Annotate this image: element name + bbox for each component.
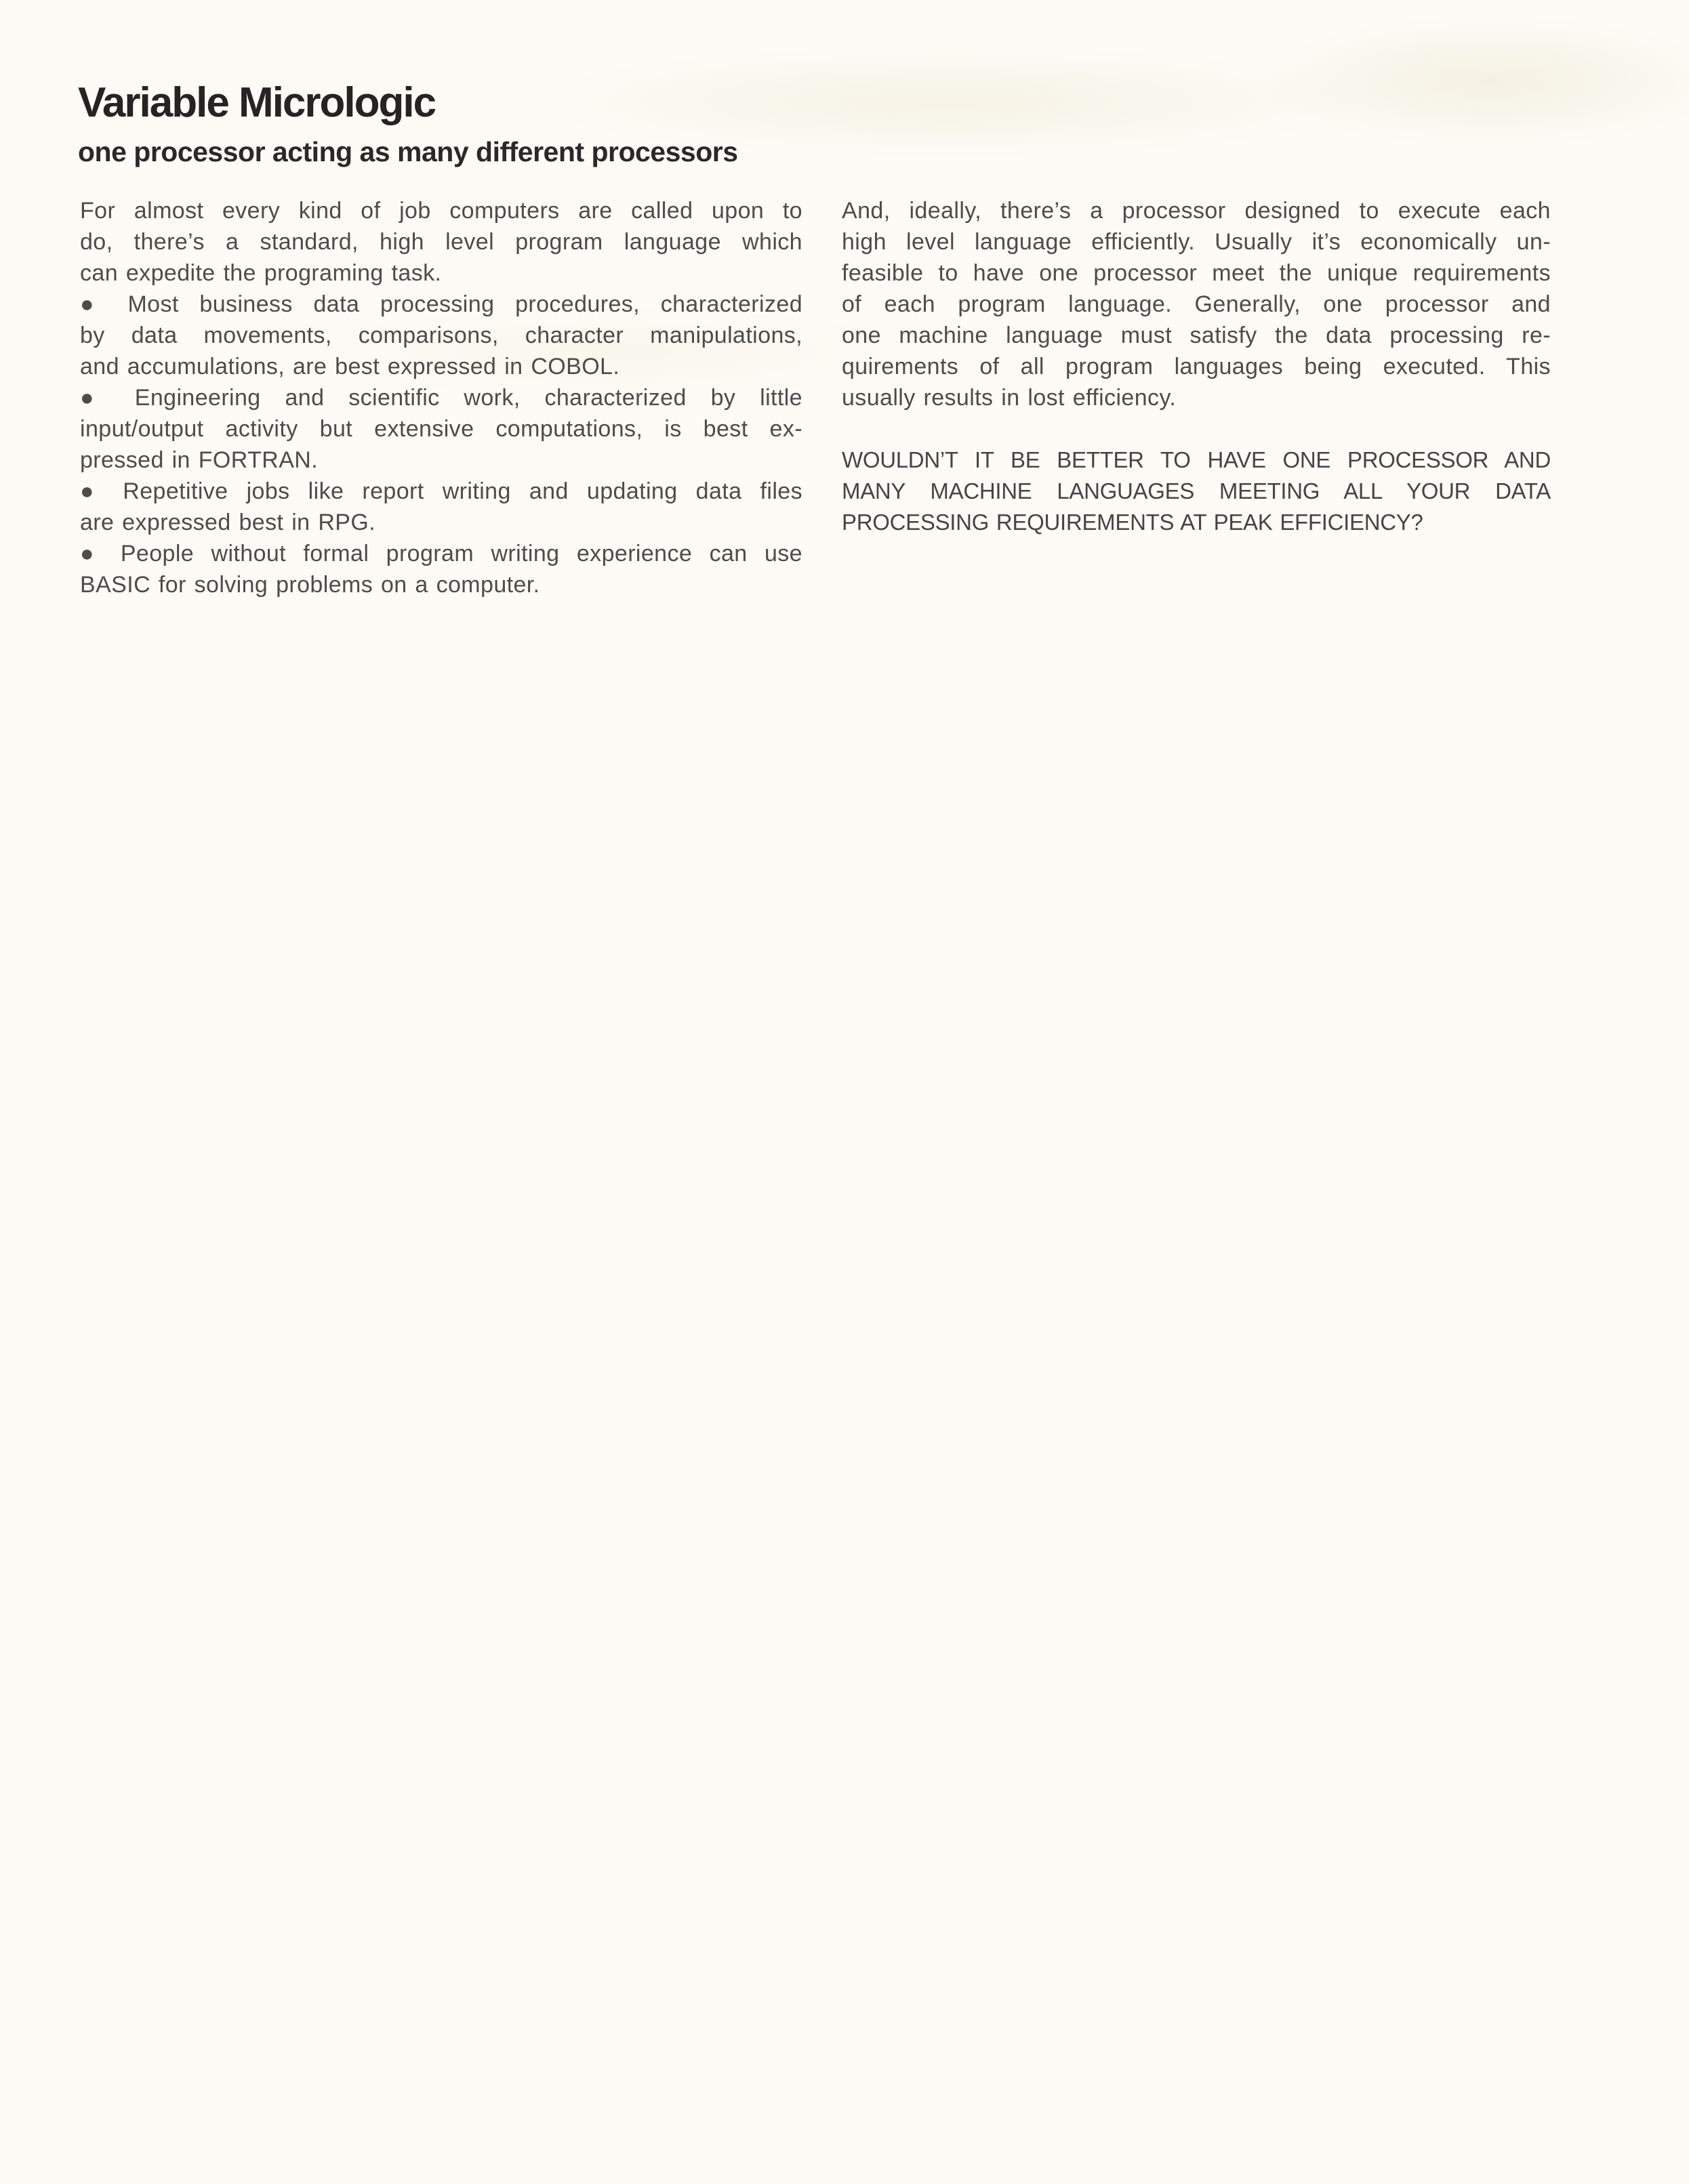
text-line: PROCESSING REQUIREMENTS AT PEAK EFFICIENCY? — [842, 510, 1423, 535]
text-line: ● Most business data processing procedures, characterized — [80, 291, 802, 317]
body-paragraph — [80, 538, 802, 600]
text-line: quirements of all program languages being executed. This — [842, 354, 1551, 379]
text-line: For almost every kind of job computers are called upon to — [80, 198, 802, 224]
text-line: usually results in lost efficiency. — [842, 385, 1177, 411]
left-text-column — [80, 195, 802, 600]
page-subtitle: one processor acting as many different processors — [78, 136, 738, 168]
text-line: by data movements, comparisons, character manipulations, — [80, 323, 802, 348]
text-line: pressed in FORTRAN. — [80, 447, 319, 473]
body-paragraph — [80, 476, 802, 538]
text-line: one machine language must satisfy the data processing re- — [842, 323, 1551, 348]
text-line: WOULDN’T IT BE BETTER TO HAVE ONE PROCESSOR AND — [842, 447, 1551, 472]
text-line: And, ideally, there’s a processor designed to execute each — [842, 198, 1551, 224]
text-line: MANY MACHINE LANGUAGES MEETING ALL YOUR DATA — [842, 478, 1551, 503]
text-line: input/output activity but extensive computations, is best ex- — [80, 416, 802, 442]
text-line: ● Repetitive jobs like report writing and updating data files — [80, 478, 802, 504]
body-paragraph — [80, 289, 802, 382]
body-paragraph — [80, 382, 802, 476]
text-line: of each program language. Generally, one processor and — [842, 291, 1551, 317]
body-paragraph — [842, 195, 1551, 413]
text-line: ● Engineering and scientific work, characterized by little — [80, 385, 802, 411]
page-title: Variable Micrologic — [78, 79, 436, 126]
right-text-column — [842, 195, 1551, 538]
text-line: BASIC for solving problems on a computer. — [80, 572, 540, 598]
text-line: feasible to have one processor meet the unique requirements — [842, 260, 1551, 286]
text-line: do, there’s a standard, high level program language which — [80, 229, 802, 255]
text-line: high level language efficiently. Usually it’s economically un- — [842, 229, 1551, 255]
text-line: ● People without formal program writing experience can use — [80, 541, 802, 566]
body-paragraph — [80, 195, 802, 289]
emphasis-paragraph — [842, 445, 1551, 538]
text-line: are expressed best in RPG. — [80, 510, 376, 535]
text-line: can expedite the programing task. — [80, 260, 442, 286]
text-line: and accumulations, are best expressed in COBOL. — [80, 354, 620, 379]
